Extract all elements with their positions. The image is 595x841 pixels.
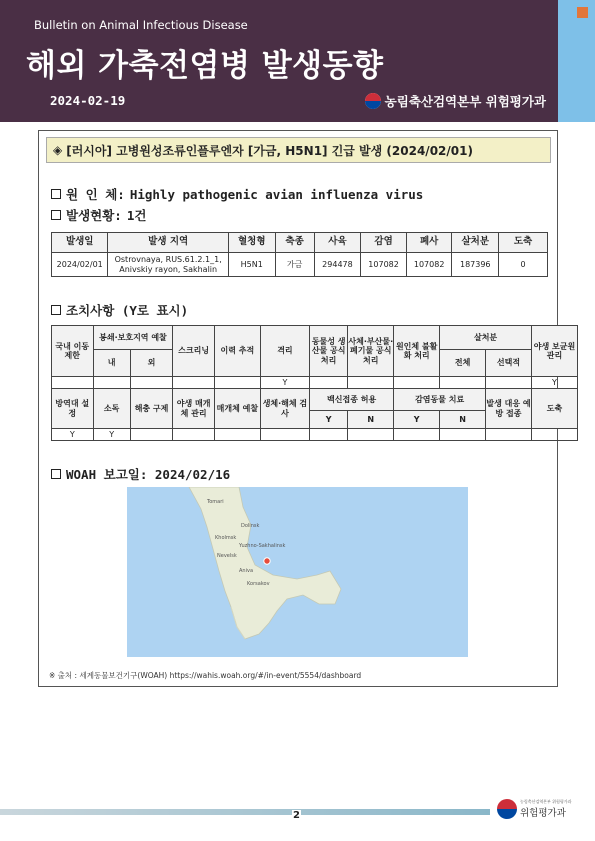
table-cell [310,377,348,389]
col-header: 국내 이동 제한 [52,326,94,377]
table-cell [130,377,173,389]
page-title: 해외 가축전염병 발생동향 [26,48,384,84]
page-number: 2 [293,810,300,821]
table-cell [52,377,94,389]
table-cell [394,429,440,441]
table-cell [173,429,215,441]
map-svg [127,487,468,657]
col-header: 원인체 불활화 처리 [394,326,440,377]
col-header: 백신접종 허용 [310,389,394,411]
col-header: 해충 구제 [130,389,173,429]
map-label: Tomari [207,499,224,505]
col-header: 사체·부산물·폐기물 공식 처리 [348,326,394,377]
report-title: [러시아] 고병원성조류인플루엔자 [가금, H5N1] 긴급 발생 (2024/02/01) [66,143,473,158]
cause-label: 원 인 체: [66,187,125,202]
square-bullet-icon [51,469,61,479]
publish-date: 2024-02-19 [50,93,126,108]
col-header: 선택적 [486,350,532,377]
table-cell: 107082 [406,253,452,277]
map-label: Nevelsk [217,553,237,559]
org-label: 농림축산검역본부 위험평가과 [384,94,546,109]
table-cell [440,377,486,389]
col-header: 발생일 [52,233,108,253]
table-cell [531,429,577,441]
col-header: 봉쇄·보호지역 예찰 [93,326,173,350]
col-header: 폐사 [406,233,452,253]
diamond-icon: ◈ [53,143,63,157]
col-header: Y [394,411,440,429]
table-cell: 0 [499,253,548,277]
col-header: 살처분 [452,233,499,253]
col-header: 매개체 예찰 [214,389,260,429]
status-value: 1건 [126,208,147,223]
col-header: N [348,411,394,429]
table-cell [130,429,173,441]
table-cell: 107082 [361,253,407,277]
outbreak-table [51,232,548,277]
col-header: 사육 [314,233,361,253]
map-label: Aniva [239,568,254,574]
map-label: Yuzhno-Sakhalinsk [239,543,286,549]
table-cell [214,377,260,389]
measures-line [51,301,188,319]
status-label: 발생현황: [66,208,122,223]
footer-logo [497,799,572,819]
table-cell [348,429,394,441]
status-line [51,206,146,224]
table-cell: 187396 [452,253,499,277]
table-cell [348,377,394,389]
map-label: Korsakov [247,581,270,587]
col-header: 발생 대응 예방 접종 [486,389,532,429]
table-cell: Y [52,429,94,441]
footer-org-small: 농림축산검역본부 위험평가과 [520,799,572,804]
table-cell: Y [93,429,130,441]
col-header: Y [310,411,348,429]
col-header: 동물성 생산물 공식 처리 [310,326,348,377]
col-header: 발생 지역 [108,233,228,253]
table-cell: H5N1 [228,253,275,277]
square-bullet-icon [51,210,61,220]
col-header: 외 [130,350,173,377]
woah-date: WOAH 보고일: 2024/02/16 [66,467,231,482]
cause-line [51,185,423,203]
map-label: Kholmsk [215,535,237,541]
outbreak-marker-icon[interactable] [264,558,270,564]
table-cell [486,429,532,441]
org-name [365,92,546,110]
outbreak-map [127,487,468,657]
header-banner [0,0,558,122]
taegeuk-logo-icon [365,93,381,109]
col-header: 감염동물 치료 [394,389,486,411]
col-header: 축종 [275,233,314,253]
measures-table [51,325,578,441]
col-header: 이력 추적 [214,326,260,377]
table-cell [310,429,348,441]
measures-label: 조치사항 (Y로 표시) [66,303,189,318]
col-header: 도축 [531,389,577,429]
col-header: 격리 [260,326,309,377]
col-header: N [440,411,486,429]
col-header: 소독 [93,389,130,429]
table-cell [93,377,130,389]
map-label: Dolinsk [241,523,260,529]
report-panel [38,130,576,687]
table-cell [486,377,532,389]
col-header: 방역대 설정 [52,389,94,429]
col-header: 스크리닝 [173,326,215,377]
report-title-bar [46,137,551,163]
accent-square [577,7,588,18]
woah-line [51,465,230,483]
square-bullet-icon [51,189,61,199]
col-header: 전체 [440,350,486,377]
col-header: 내 [93,350,130,377]
table-cell [260,429,309,441]
col-header: 야생 보균원 관리 [531,326,577,377]
source-note: ※ 출처 : 세계동물보건기구(WOAH) https://wahis.woah.org/#/in-event/5554/dashboard [49,671,362,680]
table-cell: Y [531,377,577,389]
table-cell: Ostrovnaya, RUS.61.2.1_1, Anivskiy rayon, Sakhalin [108,253,228,277]
table-cell: 2024/02/01 [52,253,108,277]
accent-bar [558,0,595,122]
table-cell: 294478 [314,253,361,277]
table-cell [173,377,215,389]
table-cell: Y [260,377,309,389]
cause-value: Highly pathogenic avian influenza virus [129,186,424,202]
col-header: 혈청형 [228,233,275,253]
table-cell [394,377,440,389]
col-header: 생체·해체 검사 [260,389,309,429]
col-header: 야생 매개체 관리 [173,389,215,429]
table-cell: 가금 [275,253,314,277]
footer-org-name: 위험평가과 [520,808,566,819]
bulletin-subtitle: Bulletin on Animal Infectious Disease [34,18,248,32]
footer-rule [0,809,490,815]
table-cell [440,429,486,441]
taegeuk-logo-icon [497,799,517,819]
col-header: 살처분 [440,326,532,350]
table-cell [214,429,260,441]
square-bullet-icon [51,305,61,315]
col-header: 도축 [499,233,548,253]
col-header: 감염 [361,233,407,253]
